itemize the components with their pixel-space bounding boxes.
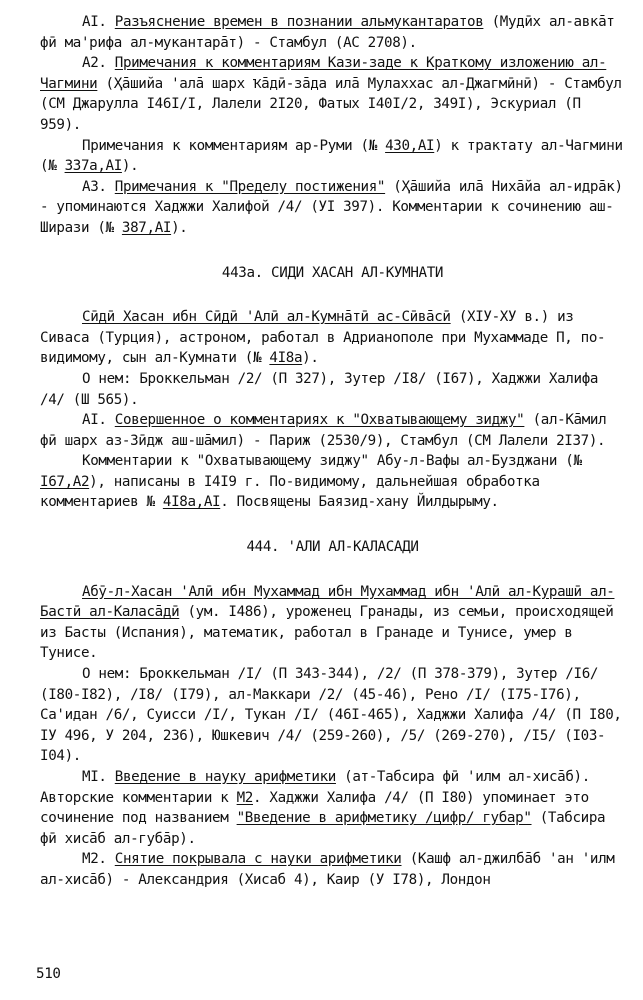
text-span: А2. xyxy=(82,55,115,72)
underlined-text: I67,А2 xyxy=(40,473,90,490)
text-span: Комментарии к "Охватывающему зиджу" Абу-л-Вафы ал-Бузджани (№ xyxy=(82,453,590,470)
paragraph xyxy=(40,307,625,369)
text-span: AI. xyxy=(82,14,115,30)
text-span: . Хаджжи Халифа /4/ (П I80) упоминает это сочинение под названием xyxy=(40,789,598,827)
text-span: ) к трактату ал-Чагмини (№ xyxy=(40,137,631,175)
text-span: (XIУ-XУ в.) из Сиваса (Турция), астроном, работал в Адрианополе при Мухаммаде П, по-видимому, сын ал-Кумнати (№ xyxy=(40,309,606,367)
section-heading: 444. 'АЛИ АЛ-КАЛАСАДИ xyxy=(246,539,419,556)
text-span: М2. xyxy=(82,851,115,868)
section-heading: 443а. СИДИ ХАСАН АЛ-КУМНАТИ xyxy=(221,264,444,281)
text-span: (Ҳāшийа илā Нихāйа ал-идрāк) - упоминаются Хаджжи Халифой /4/ (УI 397). Комментарии к сочинению аш-Ширази (№ xyxy=(40,178,631,236)
underlined-text: 387,AI xyxy=(121,219,172,236)
text-span: AI. xyxy=(82,412,115,429)
text-span: МI. xyxy=(82,769,115,785)
block-spacer xyxy=(40,239,625,263)
paragraph xyxy=(40,369,625,410)
paragraph xyxy=(40,12,625,53)
underlined-text: Сӣдӣ Хасан ибн Сӣдӣ 'Алӣ ал-Кумнāтӣ ас-Сӣвāсӣ xyxy=(82,309,451,326)
underlined-text: М2 xyxy=(236,789,253,806)
block-spacer xyxy=(40,283,625,307)
text-span: (ум. I486), уроженец Гранады, из семьи, происходящей из Басты (Испания), математик, работал в Гранаде и Тунисе, умер в Тунисе. xyxy=(40,604,622,662)
text-span: А3. xyxy=(82,178,115,195)
paragraph xyxy=(40,451,625,513)
underlined-text: Введение в науку арифметики xyxy=(114,769,336,785)
paragraph xyxy=(40,582,625,664)
paragraph xyxy=(40,410,625,451)
block-spacer xyxy=(40,558,625,582)
underlined-text: 337а,AI xyxy=(64,158,122,175)
text-span: (Мудӣх ал-авкāт фӣ ма'рифа ал-мукантарāт) - Стамбул (АС 2708). xyxy=(40,14,623,51)
document-body xyxy=(40,12,631,891)
text-span: ), написаны в I4I9 г. По-видимому, дальнейшая обработка комментариев № xyxy=(40,473,548,511)
paragraph xyxy=(40,767,625,849)
text-span: (Табсира фӣ хисāб ал-губāр). xyxy=(40,810,614,847)
underlined-text: 430,AI xyxy=(385,137,435,154)
underlined-text: "Введение в арифметику /цифр/ губар" xyxy=(236,810,532,827)
text-span: (Ҳāшийа 'алā шарх Ҡāдӣ-зāда илā Мулаххас ал-Джагмӣнӣ) - Стамбул (СМ Джарулла I46I/I, Лалели 2I20, Фатых I40I/2, 349I), Эскуриал (П 959). xyxy=(40,75,630,133)
underlined-text: Абӯ-л-Хасан 'Алӣ ибн Мухаммад ибн Мухаммад ибн 'Алӣ ал-Курашӣ ал-Бастӣ ал-Каласāдӣ xyxy=(40,583,615,621)
text-span: ). xyxy=(171,219,188,236)
paragraph xyxy=(40,664,630,767)
text-span: (ат-Табсира фӣ 'илм ал-хисāб). Авторские комментарии к xyxy=(40,769,599,806)
underlined-text: Примечания к комментариям Кази-заде к Краткому изложению ал-Чагмини xyxy=(40,55,607,92)
paragraph xyxy=(40,136,631,177)
block-spacer xyxy=(40,513,625,537)
underlined-text: Совершенное о комментариях к "Охватывающему зиджу" xyxy=(114,412,525,429)
paragraph xyxy=(40,177,631,239)
paragraph xyxy=(40,849,625,890)
page-number: 510 xyxy=(36,966,61,982)
underlined-text: Примечания к "Пределу постижения" xyxy=(114,178,386,195)
text-span: (ал-Кāмил фӣ шарх аз-Зӣдж аш-шāмил) - Париж (2530/9), Стамбул (СМ Лалели 2I37). xyxy=(40,412,615,449)
underlined-text: Разъяснение времен в познании альмукантаратов xyxy=(114,14,484,30)
text-span: ). xyxy=(302,350,319,367)
text-span: Примечания к комментариям ар-Руми (№ xyxy=(82,137,386,154)
underlined-text: 4I8а xyxy=(269,350,303,367)
text-span: О нем: Броккельман /I/ (П 343-344), /2/ (П 378-379), Зутер /I6/ (I80-I82), /I8/ (I79), ал-Маккари /2/ (45-46), Рено /I/ (I75-I76), Са'идан /6/, Суисси /I/, Тукан /I/ (46I-465), Хаджжи Халифа /4/ (П I80, IУ 496, У 204, 236), Юшкевич /4/ (259-260), /5/ (269-270), /I5/ (I03-I04). xyxy=(40,666,630,765)
text-span: (Кашф ал-джилбāб 'ан 'илм ал-хисāб) - Александрия (Хисаб 4), Каир (У I78), Лондон xyxy=(40,851,623,888)
text-span: ). xyxy=(121,158,139,175)
underlined-text: 4I8а,AI xyxy=(162,494,221,511)
paragraph xyxy=(40,53,630,135)
text-span: . Посвящены Баязид-хану Йилдырыму. xyxy=(220,494,499,511)
text-span: О нем: Броккельман /2/ (П 327), Зутер /I8/ (I67), Хаджжи Халифа /4/ (Ш 565). xyxy=(40,370,607,408)
underlined-text: Снятие покрывала с науки арифметики xyxy=(114,851,402,868)
